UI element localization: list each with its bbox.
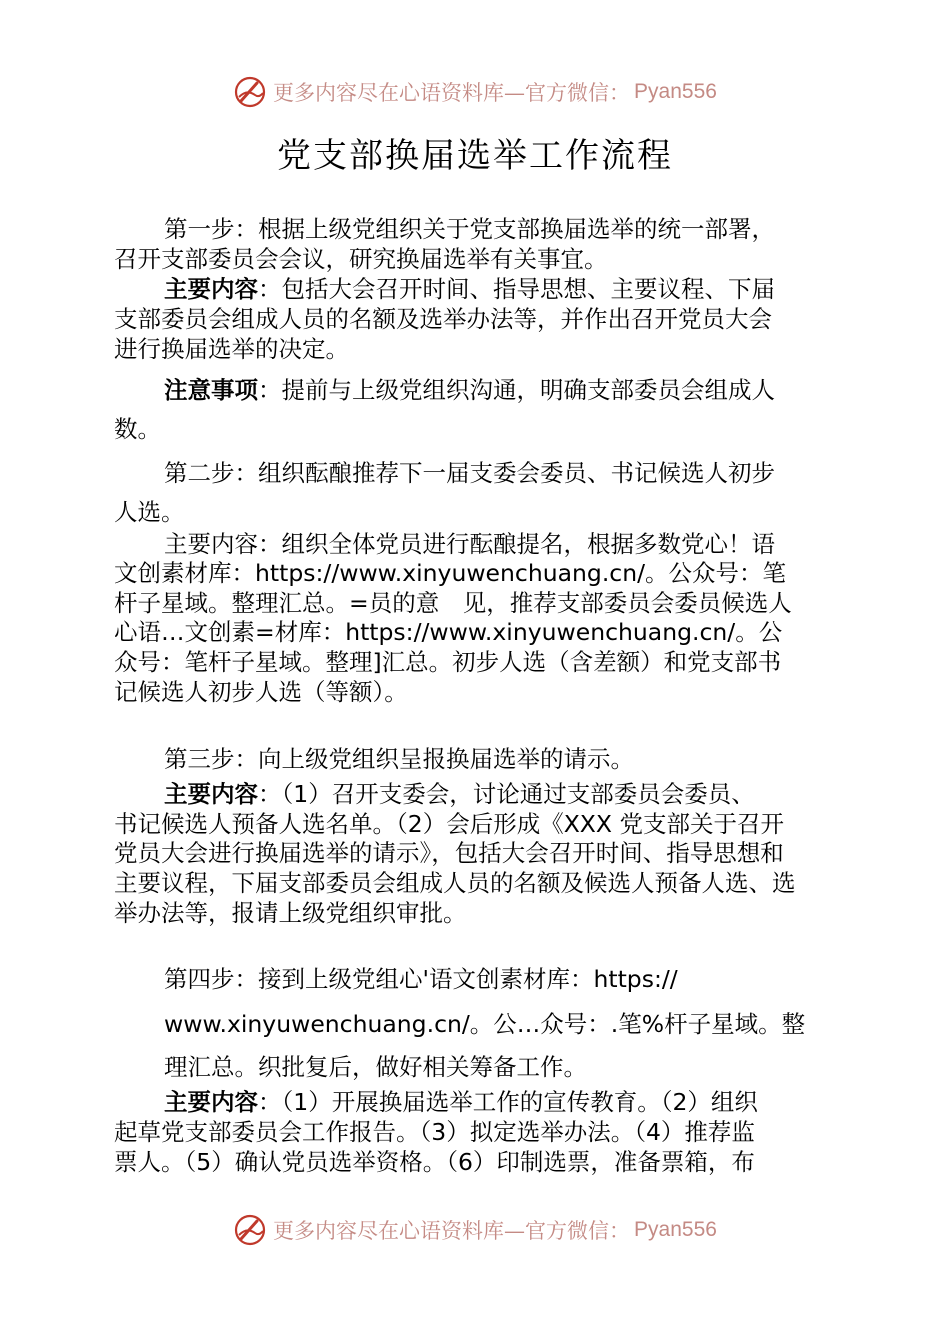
paragraph-line: 主要内容：包括大会召开时间、指导思想、主要议程、下届 — [164, 275, 775, 303]
main-content-label: 主要内容 — [164, 1088, 258, 1116]
paragraph-line: 数。 — [114, 415, 161, 443]
paragraph-line: 记候选人初步人选（等额）。 — [114, 678, 408, 706]
pen-logo-icon — [233, 1213, 267, 1247]
page-title: 党支部换届选举工作流程 — [277, 136, 673, 176]
paragraph-line: 起草党支部委员会工作报告。（3）拟定选举办法。（4）推荐监 — [114, 1118, 755, 1146]
paragraph-line: 文创素材库：https://www.xinyuwenchuang.cn/。公众号：笔 — [114, 559, 787, 587]
footer-banner — [0, 1208, 950, 1252]
paragraph-line: 主要内容：（1）召开支委会，讨论通过支部委员会委员、 — [164, 780, 755, 808]
paragraph-line: 第三步：向上级党组织呈报换届选举的请示。 — [164, 745, 634, 773]
paragraph-line: 第一步：根据上级党组织关于党支部换届选举的统一部署， — [164, 215, 775, 243]
paragraph-line: 注意事项：提前与上级党组织沟通，明确支部委员会组成人 — [164, 376, 775, 404]
paragraph-line: www.xinyuwenchuang.cn/。公…众号：.笔%杆子星域。整 — [164, 1010, 806, 1038]
main-content-label: 主要内容 — [164, 275, 258, 303]
paragraph-line: 主要内容：（1）开展换届选举工作的宣传教育。（2）组织 — [164, 1088, 758, 1116]
pen-logo-icon — [233, 75, 267, 109]
paragraph-line: 第二步：组织酝酿推荐下一届支委会委员、书记候选人初步 — [164, 459, 775, 487]
paragraph-line: 书记候选人预备人选名单。（2）会后形成《XXX 党支部关于召开 — [114, 810, 784, 838]
wechat-id: Pyan556 — [634, 1218, 717, 1241]
notes-label: 注意事项 — [164, 376, 258, 404]
paragraph-line: 理汇总。织批复后，做好相关筹备工作。 — [164, 1053, 587, 1081]
paragraph-line: 第四步：接到上级党组心'语文创素材库：https:// — [164, 965, 678, 993]
main-content-label: 主要内容 — [164, 780, 258, 808]
paragraph-line: 举办法等，报请上级党组织审批。 — [114, 899, 467, 927]
wechat-id: Pyan556 — [634, 80, 717, 103]
paragraph-line: 人选。 — [114, 498, 185, 526]
banner-text: 更多内容尽在心语资料库—官方微信： — [273, 81, 631, 105]
banner-text: 更多内容尽在心语资料库—官方微信： — [273, 1219, 631, 1243]
paragraph-line: 支部委员会组成人员的名额及选举办法等，并作出召开党员大会 — [114, 305, 772, 333]
paragraph-line: 杆子星域。整理汇总。=员的意 见，推荐支部委员会委员候选人 — [114, 589, 792, 617]
paragraph-line: 票人。（5）确认党员选举资格。（6）印制选票，准备票箱，布 — [114, 1148, 755, 1176]
paragraph-line: 心语…文创素=材库：https://www.xinyuwenchuang.cn/。公 — [114, 618, 783, 646]
paragraph-line: 众号：笔杆子星域。整理]汇总。初步人选（含差额）和党支部书 — [114, 648, 782, 676]
paragraph-line: 主要内容：组织全体党员进行酝酿提名，根据多数党心！语 — [164, 530, 775, 558]
paragraph-line: 召开支部委员会会议，研究换届选举有关事宜。 — [114, 245, 608, 273]
paragraph-line: 党员大会进行换届选举的请示》，包括大会召开时间、指导思想和 — [114, 839, 784, 867]
header-banner — [0, 70, 950, 114]
paragraph-line: 进行换届选举的决定。 — [114, 335, 349, 363]
paragraph-line: 主要议程，下届支部委员会组成人员的名额及候选人预备人选、选 — [114, 869, 796, 897]
